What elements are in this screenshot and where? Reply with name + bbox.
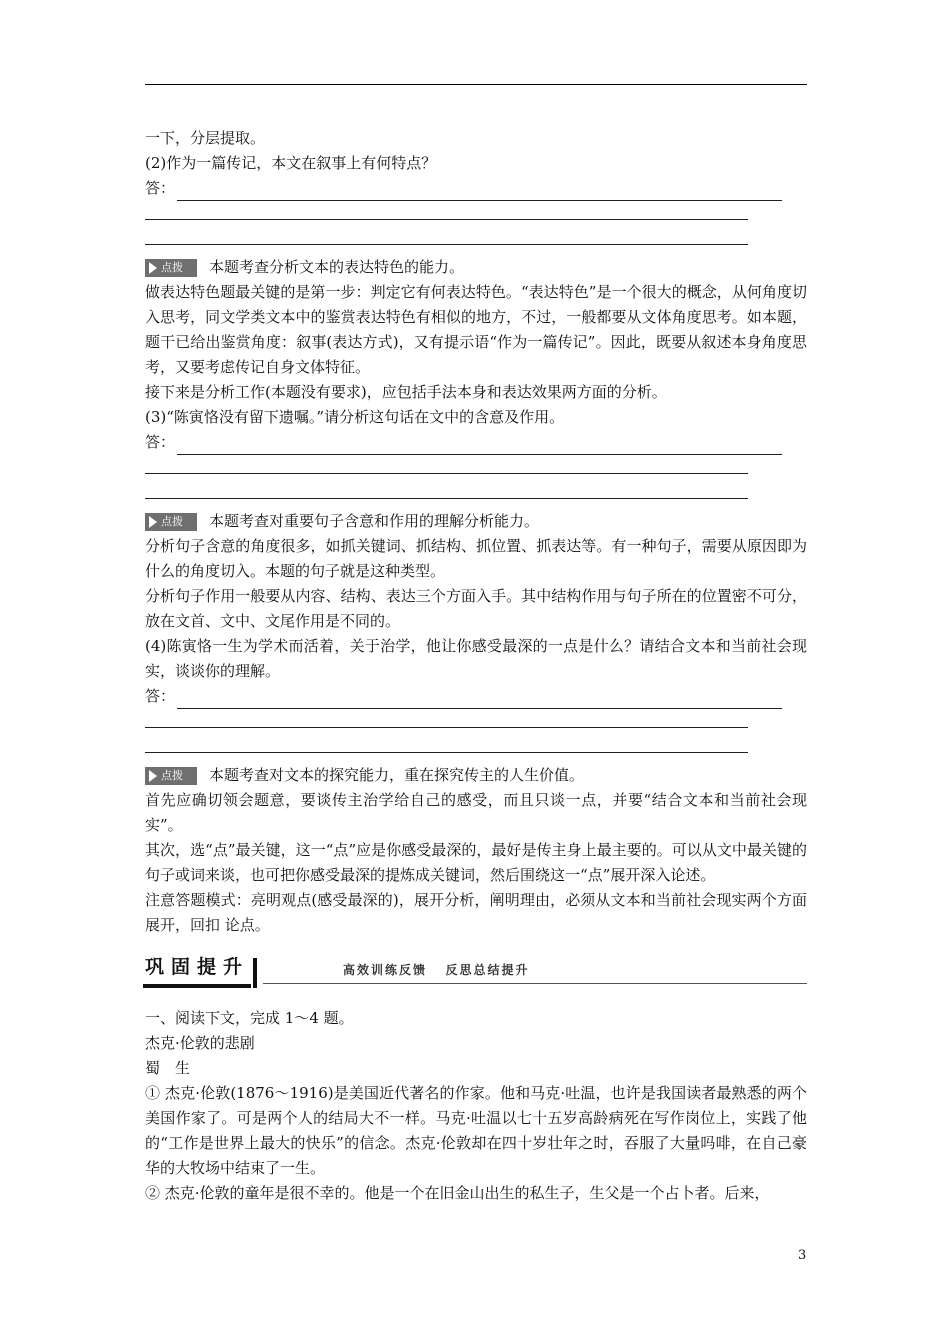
section-subtitle: 高效训练反馈 反思总结提升 [343,963,530,977]
hint-paragraph: 分析句子含意的角度很多，如抓关键词、抓结构、抓位置、抓表达等。有一种句子，需要从原因即为什么的角度切入。本题的句子就是这种类型。 [145,537,807,580]
answer-label: 答： [145,687,176,705]
answer-underline [177,691,782,709]
hint-text: 本题考查对重要句子含意和作用的理解分析能力。 [209,512,540,530]
reading-paragraph: ① 杰克·伦敦(1876～1916)是美国近代著名的作家。他和马克·吐温，也许是我国读者最熟悉的两个美国作家了。可是两个人的结局大不一样。马克·吐温以七十五岁高龄病死在写作岗位上，实践了他的“工作是世界上最大的快乐”的信念。杰克·伦敦却在四十岁壮年之时，吞服了大量吗啡，在自己豪华的大牧场中结束了一生。 [145,1084,807,1177]
section-title: 巩固提升 [143,955,251,988]
answer-blank-line [145,709,807,734]
hint-paragraph: 分析句子作用一般要从内容、结构、表达三个方面入手。其中结构作用与句子所在的位置密不可分，放在文首、文中、文尾作用是不同的。 [145,587,807,630]
answer-blank-line [145,226,807,251]
page-content [145,126,807,1206]
hint-row-3 [145,509,807,534]
hint-paragraph: 注意答题模式：亮明观点(感受最深的)，展开分析，阐明理由，必须从文本和当前社会现实两个方面展开，回扣 论点。 [145,891,807,934]
arrow-icon [149,516,157,528]
answer-underline [177,183,782,201]
hint-badge: 点拨 [145,767,197,785]
answer-blank-line [145,201,807,226]
hint-badge: 点拨 [145,513,197,531]
reading-title: 杰克·伦敦的悲剧 [145,1034,255,1052]
section-header [143,952,807,988]
arrow-icon [149,262,157,274]
answer-label: 答： [145,433,176,451]
hint-row-4 [145,763,807,788]
hint-text: 本题考查对文本的探究能力，重在探究传主的人生价值。 [209,766,585,784]
section-divider [253,958,257,988]
answer-blank-line [145,734,807,759]
section-subtitle-area [263,952,807,988]
question-2: (2)作为一篇传记，本文在叙事上有何特点？ [145,154,437,172]
answer-blank-line [145,455,807,480]
hint-text: 本题考查分析文本的表达特色的能力。 [209,258,465,276]
hint-row-2 [145,255,807,280]
hint-badge: 点拨 [145,259,197,277]
section-rule [263,983,807,984]
header-rule [145,84,807,85]
reading-intro: 一、阅读下文，完成 1～4 题。 [145,1009,354,1027]
q1-tail-text: 一下，分层提取。 [145,129,266,147]
answer-line-3 [145,430,807,455]
arrow-icon [149,770,157,782]
hint-paragraph: 其次，选“点”最关键，这一“点”应是你感受最深的，最好是传主身上最主要的。可以从文中最关键的句子或词来谈，也可把你感受最深的提炼成关键词，然后围绕这一“点”展开深入论述。 [145,841,807,884]
hint-paragraph: 做表达特色题最关键的是第一步：判定它有何表达特色。“表达特色”是一个很大的概念，从何角度切入思考，同文学类文本中的鉴赏表达特色有相似的地方，不过，一般都要从文体角度思考。如本题，题干已给出鉴赏角度：叙事(表达方式)，又有提示语“作为一篇传记”。因此，既要从叙述本身角度思考，又要考虑传记自身文体特征。 [145,283,807,376]
answer-blank-line [145,480,807,505]
answer-line-2 [145,176,807,201]
hint-paragraph: 首先应确切领会题意，要谈传主治学给自己的感受，而且只谈一点，并要“结合文本和当前社会现实”。 [145,791,807,834]
page-number: 3 [798,1248,807,1263]
answer-underline [177,437,782,455]
reading-author: 蜀 生 [145,1059,191,1077]
hint-paragraph: 接下来是分析工作(本题没有要求)，应包括手法本身和表达效果两方面的分析。 [145,383,667,401]
question-3: (3)“陈寅恪没有留下遗嘱。”请分析这句话在文中的含意及作用。 [145,408,565,426]
reading-paragraph: ② 杰克·伦敦的童年是很不幸的。他是一个在旧金山出生的私生子，生父是一个占卜者。后来， [145,1184,770,1202]
answer-line-4 [145,684,807,709]
answer-label: 答： [145,179,176,197]
question-4: (4)陈寅恪一生为学术而活着，关于治学，他让你感受最深的一点是什么？请结合文本和当前社会现实，谈谈你的理解。 [145,637,807,680]
